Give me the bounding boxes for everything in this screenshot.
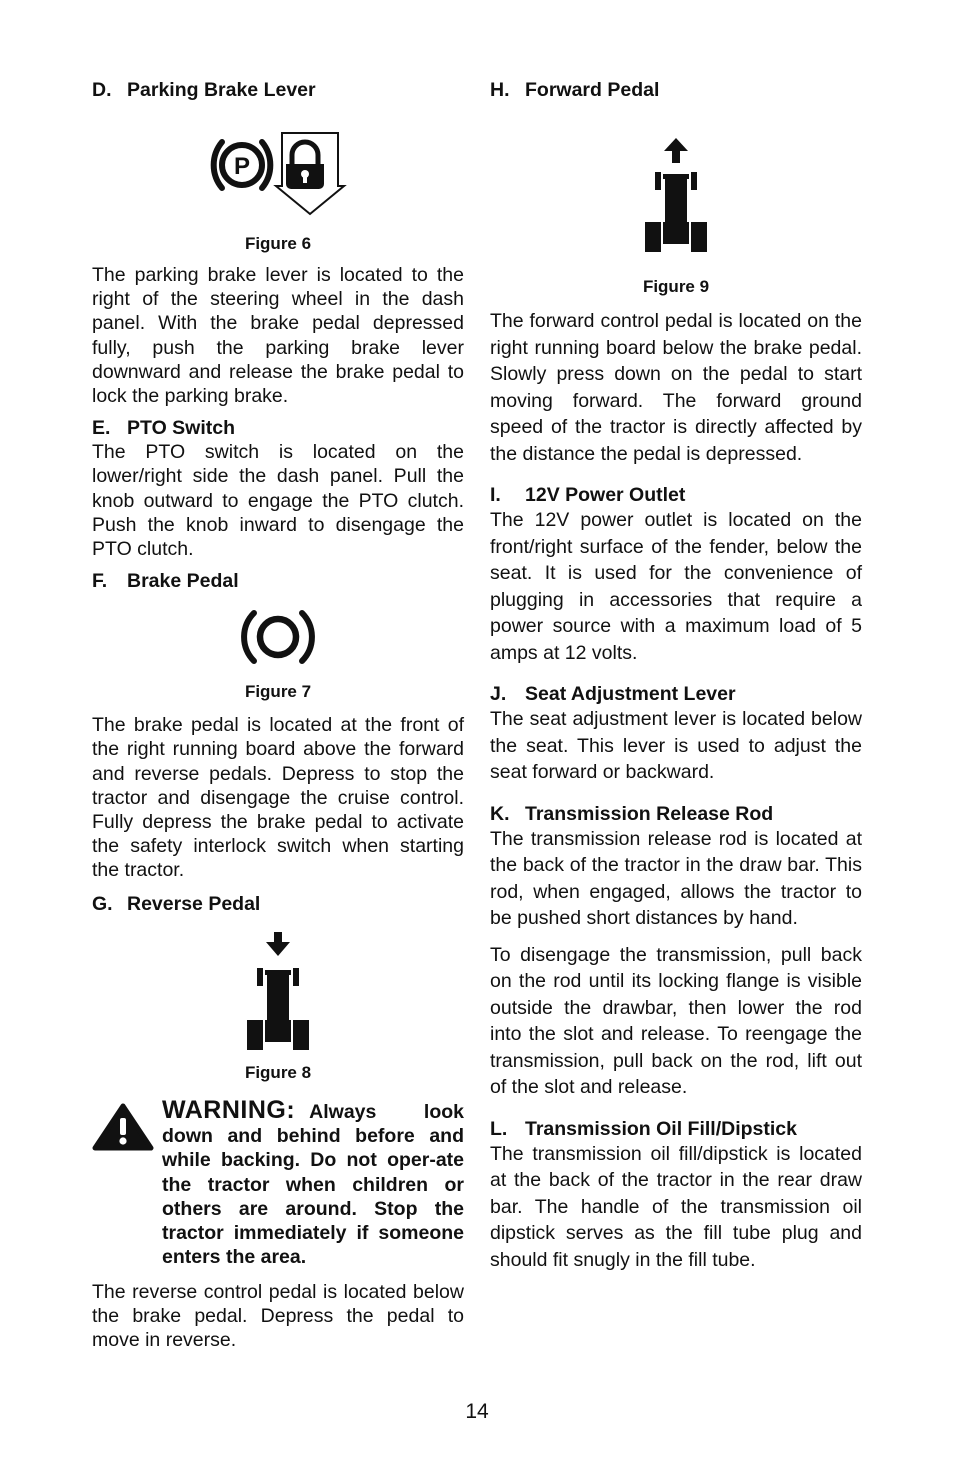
section-k-heading: K. Transmission Release Rod bbox=[490, 802, 774, 825]
warning-title: WARNING: bbox=[162, 1095, 296, 1124]
warning-block bbox=[92, 1095, 464, 1270]
svg-text:P: P bbox=[233, 153, 251, 180]
section-f-body: The brake pedal is located at the front of the right running board above the forward and reverse pedals. Depress to stop the tractor and disengage the cruise control. Fully depress the brake pedal to activate the safety interlock switch when starting the tractor. bbox=[92, 714, 464, 882]
brake-icon bbox=[240, 605, 316, 669]
left-column bbox=[92, 78, 464, 1352]
warning-text bbox=[162, 1095, 464, 1270]
section-i-heading: I. 12V Power Outlet bbox=[490, 484, 686, 506]
section-g-body: The reverse control pedal is located below the brake pedal. Depress the pedal to move in reverse. bbox=[92, 1280, 464, 1352]
figure-6-caption: Figure 6 bbox=[244, 234, 312, 253]
figure-7 bbox=[92, 605, 464, 669]
page-number: 14 bbox=[465, 1400, 489, 1423]
section-h-heading: H. Forward Pedal bbox=[490, 79, 660, 101]
warning-message: Always look down and behind before and while backing. Do not oper-ate the tractor when children or others are around. Stop the tractor immediately if someone enters the area. bbox=[162, 1100, 464, 1269]
section-e-heading: E. PTO Switch bbox=[92, 417, 235, 440]
section-g-heading: G. Reverse Pedal bbox=[92, 892, 261, 915]
section-j-body: The seat adjustment lever is located below the seat. This lever is used to adjust the seat forward or backward. bbox=[490, 708, 862, 783]
right-column bbox=[490, 78, 862, 1273]
reverse-tractor-icon bbox=[245, 932, 311, 1050]
figure-6 bbox=[92, 130, 464, 216]
section-i-body: The 12V power outlet is located on the front/right surface of the fender, below the seat. It is used for the convenience of plugging in accessories that require a power source with a maximum load of 5 amps at 12 volts. bbox=[490, 509, 862, 664]
warning-triangle-icon bbox=[92, 1103, 154, 1151]
figure-9-caption: Figure 9 bbox=[642, 277, 710, 296]
parking-brake-icon bbox=[208, 130, 348, 216]
section-k-body-2: To disengage the transmission, pull back on the rod until its locking flange is visible outside the drawbar, then lower the rod into the slot and release. To reengage the transmission, pull back on the rod, lift out of the slot and release. bbox=[490, 943, 862, 1098]
figure-8 bbox=[92, 932, 464, 1050]
section-d-body: The parking brake lever is located to the right of the steering wheel in the dash panel. With the brake pedal depressed fully, push the parking brake lever downward and release the brake pedal to lock the parking brake. bbox=[92, 264, 464, 408]
figure-7-caption: Figure 7 bbox=[244, 682, 312, 702]
section-h-body: The forward control pedal is located on the right running board below the brake pedal. Slowly press down on the pedal to start moving forward. The forward ground speed of the tractor is directly affected by the distance the pedal is depressed. bbox=[490, 310, 862, 465]
figure-9 bbox=[490, 138, 862, 252]
section-l-body: The transmission oil fill/dipstick is located at the back of the tractor in the rear draw bar. The handle of the transmission oil dipstick serves as the fill tube plug and should fit snugly in the fill tube. bbox=[490, 1142, 862, 1271]
forward-tractor-icon bbox=[643, 138, 709, 252]
section-d-heading: D. Parking Brake Lever bbox=[92, 79, 316, 101]
section-j-heading: J. Seat Adjustment Lever bbox=[490, 683, 736, 705]
figure-8-caption: Figure 8 bbox=[244, 1062, 312, 1082]
section-f-heading: F. Brake Pedal bbox=[92, 570, 239, 593]
section-k-body-1: The transmission release rod is located at the back of the tractor in the draw bar. This rod, when engaged, allows the tractor to be pushed short distances by hand. bbox=[490, 827, 862, 929]
section-e-body: The PTO switch is located on the lower/right side the dash panel. Pull the knob outward to engage the PTO clutch. Push the knob inward to disengage the PTO clutch. bbox=[92, 441, 464, 561]
section-l-heading: L. Transmission Oil Fill/Dipstick bbox=[490, 1117, 797, 1140]
